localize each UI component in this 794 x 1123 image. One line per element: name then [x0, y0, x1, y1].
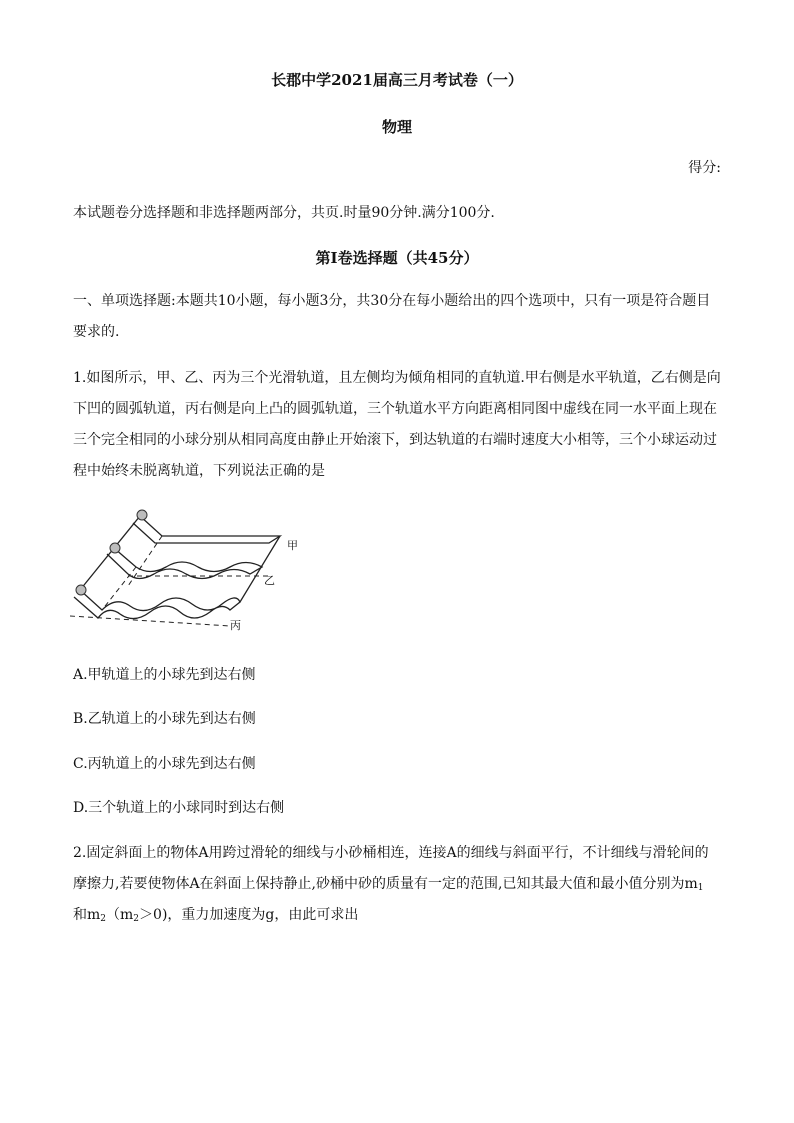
- q1-option-c: C.丙轨道上的小球先到达右侧: [73, 756, 256, 772]
- ball-bing: [76, 585, 86, 595]
- instructions-line-2: 要求的.: [73, 324, 120, 340]
- track-diagram: [70, 506, 300, 632]
- label-jia: 甲: [287, 539, 298, 552]
- ball-jia: [137, 510, 147, 520]
- q2-line-2: [73, 873, 703, 893]
- q1-option-d: D.三个轨道上的小球同时到达右侧: [73, 800, 285, 816]
- q1-line-1: 1.如图所示，甲、乙、丙为三个光滑轨道，且左侧均为倾角相同的直轨道.甲右侧是水平轨道，乙右侧是向: [73, 370, 721, 386]
- track-bing: [74, 590, 240, 619]
- track-figure: [70, 506, 300, 632]
- q2-line-1: 2.固定斜面上的物体A用跨过滑轮的细线与小砂桶相连，连接A的细线与斜面平行，不计细线与滑轮间的: [73, 845, 709, 861]
- q1-line-2: 下凹的圆弧轨道，丙右侧是向上凸的圆弧轨道，三个轨道水平方向距离相同图中虚线在同一水平面上现在: [73, 401, 717, 417]
- q2-m2-subscript-2: 2: [133, 914, 140, 924]
- q2-line-3-b: （m: [106, 907, 134, 923]
- section-heading: 第Ⅰ卷选择题（共45分）: [315, 249, 479, 267]
- q2-line-2-text: 摩擦力,若要使物体A在斜面上保持静止,砂桶中砂的质量有一定的范围,已知其最大值和最小值分别为m: [73, 876, 698, 892]
- instructions-line-1: 一、单项选择题:本题共10小题，每小题3分，共30分在每小题给出的四个选项中，只有一项是符合题目: [73, 293, 711, 309]
- q1-option-a: A.甲轨道上的小球先到达右侧: [73, 667, 256, 683]
- track-yi: [107, 548, 262, 579]
- score-label: 得分:: [688, 160, 721, 176]
- q2-m2-subscript: 2: [100, 914, 107, 924]
- track-jia: [133, 516, 280, 543]
- exam-title: 长郡中学2021届高三月考试卷（一）: [271, 71, 523, 89]
- q2-line-3-c: ＞0)，重力加速度为g，由此可求出: [139, 907, 359, 923]
- ball-yi: [110, 543, 120, 553]
- q1-line-3: 三个完全相同的小球分别从相同高度由静止开始滚下，到达轨道的右端时速度大小相等，三个小球运动过: [73, 432, 717, 448]
- label-yi: 乙: [264, 574, 275, 587]
- q2-line-3: [73, 904, 358, 924]
- q2-m1-subscript: 1: [697, 883, 704, 893]
- exam-intro: 本试题卷分选择题和非选择题两部分，共页.时量90分钟.满分100分.: [73, 205, 495, 221]
- q1-line-4: 程中始终未脱离轨道，下列说法正确的是: [73, 463, 325, 479]
- subject-title: 物理: [381, 118, 412, 136]
- q2-line-3-a: 和m: [73, 907, 101, 923]
- q1-option-b: B.乙轨道上的小球先到达右侧: [73, 711, 256, 727]
- label-bing: 丙: [230, 619, 241, 632]
